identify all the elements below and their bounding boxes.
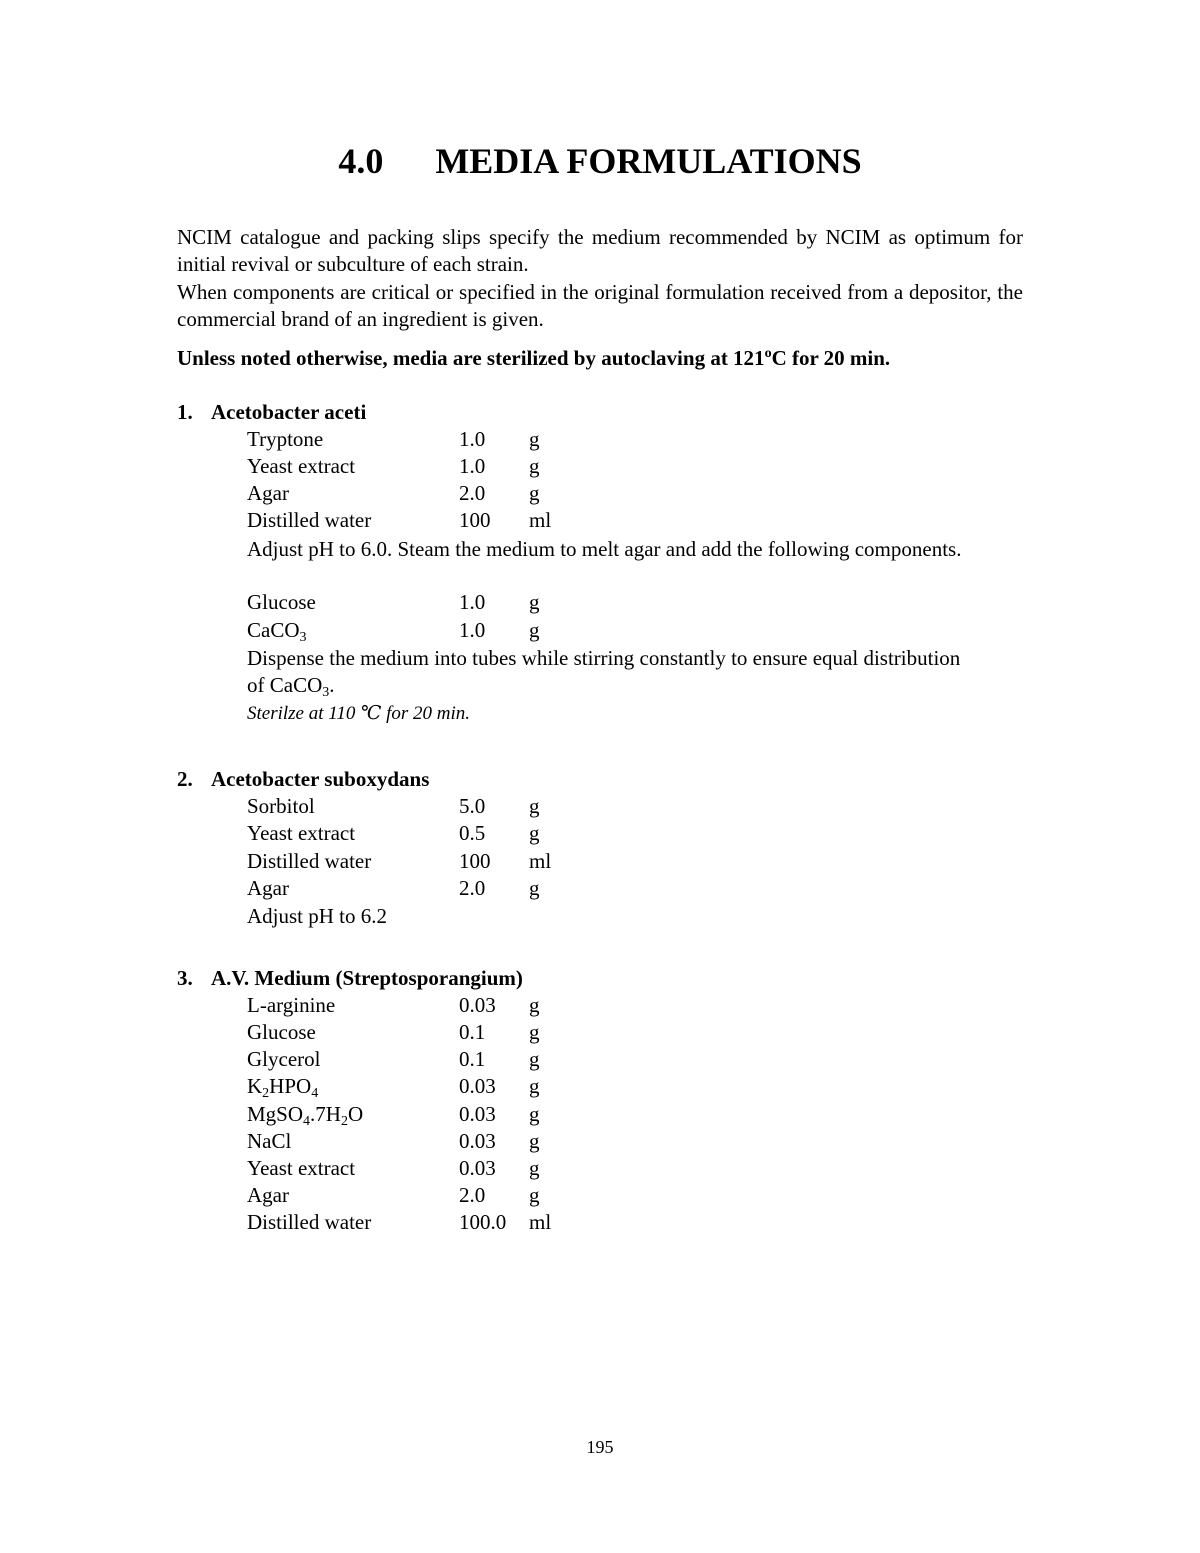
ingredient-amount: 1.0 bbox=[459, 590, 486, 614]
ingredient-unit: g bbox=[529, 590, 540, 614]
ingredient-amount: 0.1 bbox=[459, 1047, 486, 1071]
ingredient-amount: 1.0 bbox=[459, 454, 486, 478]
ingredient-name: Glucose bbox=[247, 590, 316, 614]
ingredient-name: L-arginine bbox=[247, 993, 336, 1017]
medium-index: 2. bbox=[177, 767, 193, 791]
ingredient-name: NaCl bbox=[247, 1129, 292, 1153]
ingredient-name: Agar bbox=[247, 481, 289, 505]
ingredient-name: $K_2HPO_4$ bbox=[247, 1074, 319, 1101]
section-title-text: MEDIA FORMULATIONS bbox=[435, 141, 862, 181]
ingredient-name: Tryptone bbox=[247, 427, 324, 451]
page-number: 195 bbox=[586, 1437, 614, 1457]
ingredient-unit: g bbox=[529, 1047, 540, 1071]
sterilization-notice bbox=[177, 346, 890, 371]
ingredient-name: Glucose bbox=[247, 1020, 316, 1044]
ingredient-amount: 100 bbox=[459, 849, 491, 873]
ingredient-amount: 0.03 bbox=[459, 1102, 496, 1126]
ingredient-amount: 1.0 bbox=[459, 427, 486, 451]
ingredient-unit: g bbox=[529, 993, 540, 1017]
ingredient-amount: 0.03 bbox=[459, 1129, 496, 1153]
ingredient-name: Glycerol bbox=[247, 1047, 321, 1071]
ingredient-unit: g bbox=[529, 1183, 540, 1207]
ingredient-unit: g bbox=[529, 876, 540, 900]
ingredient-amount: 0.03 bbox=[459, 1074, 496, 1098]
ingredient-unit: ml bbox=[529, 849, 552, 873]
intro-paragraph: When components are critical or specified in the original formulation received from a depositor, the commercial brand of an ingredient is given. bbox=[177, 280, 1023, 331]
ingredient-unit: g bbox=[529, 1074, 540, 1098]
ingredient-name: Distilled water bbox=[247, 849, 372, 873]
preparation-note: Adjust pH to 6.2 bbox=[247, 904, 388, 928]
ingredient-amount: 100 bbox=[459, 508, 491, 532]
ingredient-name: Distilled water bbox=[247, 508, 372, 532]
ingredient-unit: g bbox=[529, 1020, 540, 1044]
sterilization-note: Sterilze at 110 ℃ for 20 min. bbox=[247, 703, 471, 724]
ingredient-name: Yeast extract bbox=[247, 1156, 356, 1180]
ingredient-name: Yeast extract bbox=[247, 454, 356, 478]
ingredient-unit: g bbox=[529, 1156, 540, 1180]
ingredient-name: Yeast extract bbox=[247, 821, 356, 845]
medium-heading bbox=[177, 767, 429, 792]
section-title bbox=[0, 140, 1200, 182]
ingredient-unit: g bbox=[529, 1129, 540, 1153]
ingredient-amount: 2.0 bbox=[459, 1183, 486, 1207]
ingredient-amount: 5.0 bbox=[459, 794, 486, 818]
section-number: 4.0 bbox=[338, 141, 384, 181]
ingredient-unit: g bbox=[529, 427, 540, 451]
ingredient-unit: ml bbox=[529, 1210, 552, 1234]
ingredient-unit: g bbox=[529, 794, 540, 818]
medium-index: 1. bbox=[177, 400, 193, 424]
preparation-note: Dispense the medium into tubes while stirring constantly to ensure equal distribution of CaCO$_3$. bbox=[247, 646, 961, 700]
ingredient-name: Sorbitol bbox=[247, 794, 315, 818]
ingredient-unit: g bbox=[529, 618, 540, 642]
ingredient-amount: 0.03 bbox=[459, 1156, 496, 1180]
ingredient-name: CaCO$_3$ bbox=[247, 618, 307, 645]
notice-text-end: C for 20 min. bbox=[771, 346, 891, 370]
ingredient-amount: 0.1 bbox=[459, 1020, 486, 1044]
ingredient-name: $MgSO_4.7H_2O$ bbox=[247, 1102, 364, 1129]
notice-text: Unless noted otherwise, media are sterilized by autoclaving at 121 bbox=[177, 346, 765, 370]
ingredient-amount: 100.0 bbox=[459, 1210, 507, 1234]
medium-name: Acetobacter aceti bbox=[211, 400, 367, 424]
preparation-note: Adjust pH to 6.0. Steam the medium to melt agar and add the following components. bbox=[247, 537, 962, 561]
medium-heading bbox=[177, 400, 366, 425]
ingredient-unit: g bbox=[529, 481, 540, 505]
ingredient-amount: 0.03 bbox=[459, 993, 496, 1017]
ingredient-amount: 2.0 bbox=[459, 481, 486, 505]
ingredient-amount: 1.0 bbox=[459, 618, 486, 642]
ingredient-amount: 2.0 bbox=[459, 876, 486, 900]
medium-heading bbox=[177, 966, 523, 991]
ingredient-name: Distilled water bbox=[247, 1210, 372, 1234]
degree-mark: o bbox=[764, 346, 772, 361]
medium-name: Acetobacter suboxydans bbox=[211, 767, 430, 791]
ingredient-unit: ml bbox=[529, 508, 552, 532]
ingredient-name: Agar bbox=[247, 1183, 289, 1207]
ingredient-unit: g bbox=[529, 454, 540, 478]
medium-name: A.V. Medium (Streptosporangium) bbox=[211, 966, 523, 990]
ingredient-amount: 0.5 bbox=[459, 821, 486, 845]
intro-paragraph: NCIM catalogue and packing slips specify the medium recommended by NCIM as optimum for initial revival or subculture of each strain. bbox=[177, 225, 1023, 276]
medium-index: 3. bbox=[177, 966, 193, 990]
ingredient-unit: g bbox=[529, 821, 540, 845]
ingredient-name: Agar bbox=[247, 876, 289, 900]
ingredient-unit: g bbox=[529, 1102, 540, 1126]
